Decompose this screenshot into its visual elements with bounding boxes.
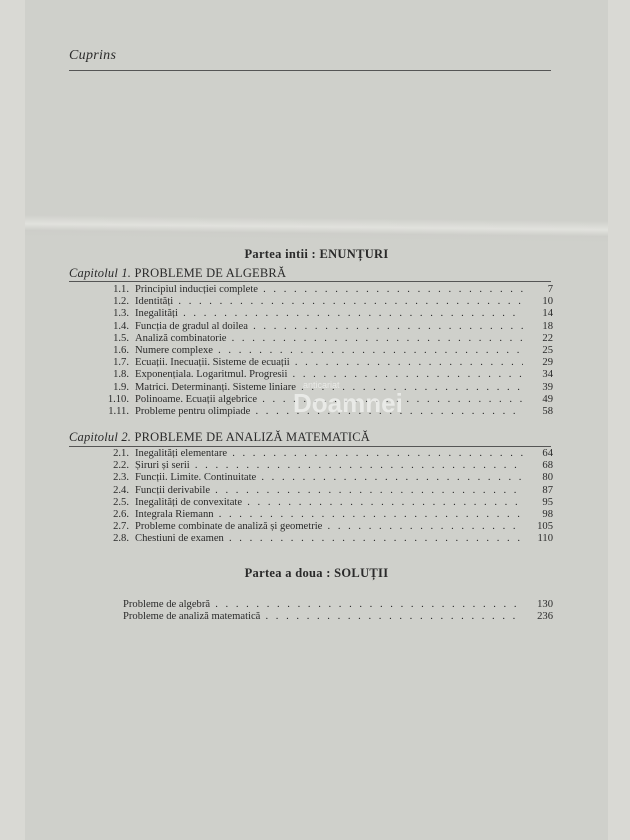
chapter-two-title: PROBLEME DE ANALIZĂ MATEMATICĂ	[134, 430, 370, 444]
toc-entry-title: Ecuații. Inecuații. Sisteme de ecuații . . .	[135, 357, 523, 369]
toc-entry	[95, 284, 553, 296]
toc-entry	[95, 321, 553, 333]
toc-entry-page: 18	[542, 320, 553, 332]
part-one-heading	[25, 247, 608, 262]
toc-entry-page: 110	[537, 533, 553, 545]
toc-entry-number: 1.10.	[107, 393, 129, 405]
toc-entry-page: 49	[542, 393, 553, 405]
toc-entry	[95, 533, 553, 545]
toc-entry-page: 98	[542, 508, 553, 520]
toc-entry	[95, 448, 553, 460]
toc-entry-number: 1.9.	[113, 381, 129, 393]
toc-entry-title: Probleme pentru olimpiade . . .	[135, 406, 523, 418]
toc-entry	[95, 333, 553, 345]
toc-entry-title: Matrici. Determinanți. Sisteme liniare . . .	[135, 382, 523, 394]
toc-entry	[95, 460, 553, 472]
toc-entry-page: 25	[542, 344, 553, 356]
toc-entry-number: 2.3.	[113, 472, 129, 484]
toc-entry-title: Chestiuni de examen . . .	[135, 533, 523, 545]
toc-entry-page: 236	[537, 611, 553, 623]
toc-entry-number: 1.4.	[113, 320, 129, 332]
toc-entry-page: 22	[542, 332, 553, 344]
chapter-one-title: PROBLEME DE ALGEBRĂ	[134, 266, 287, 280]
toc-entry	[95, 308, 553, 320]
toc-entry-title: Șiruri și serii . . .	[135, 460, 523, 472]
part-two-toc	[123, 599, 553, 623]
toc-entry-title: Exponențiala. Logaritmul. Progresii . . .	[135, 369, 523, 381]
toc-entry	[95, 521, 553, 533]
toc-entry	[95, 497, 553, 509]
part-two-subtitle: SOLUȚII	[334, 566, 389, 580]
part-two-label: Partea a doua :	[244, 566, 331, 580]
paper-tear-mark	[25, 215, 608, 243]
toc-entry-page: 14	[542, 308, 553, 320]
toc-entry-number: 2.6.	[113, 508, 129, 520]
toc-entry-number: 1.1.	[113, 284, 129, 295]
toc-entry-number: 2.1.	[113, 448, 129, 459]
toc-entry-number: 1.6.	[113, 344, 129, 356]
toc-entry	[95, 357, 553, 369]
page-header-title: Cuprins	[69, 48, 117, 63]
chapter-one-label: Capitolul 1.	[69, 266, 132, 280]
toc-entry-page: 68	[542, 460, 553, 472]
toc-entry-number: 1.2.	[113, 296, 129, 308]
chapter-one-rule	[69, 281, 551, 282]
part-one-label: Partea intii :	[244, 247, 317, 261]
chapter-one-heading	[69, 266, 286, 281]
header-rule	[69, 70, 551, 71]
toc-entry-title: Analiză combinatorie . . .	[135, 333, 523, 345]
toc-entry-number: 1.11.	[108, 405, 129, 417]
part-two-heading	[25, 566, 608, 581]
toc-entry-number: 1.8.	[113, 369, 129, 381]
toc-entry-title: Principiul inducției complete . . .	[135, 284, 523, 296]
document-page	[25, 0, 608, 840]
toc-entry-number: 2.2.	[113, 460, 129, 472]
toc-entry-page: 29	[542, 357, 553, 369]
toc-entry-page: 87	[542, 484, 553, 496]
toc-entry-page: 64	[542, 448, 553, 459]
toc-entry	[123, 599, 553, 611]
toc-entry-title: Inegalități elementare . . .	[135, 448, 523, 460]
toc-entry-page: 34	[542, 369, 553, 381]
toc-entry-title: Integrala Riemann . . .	[135, 509, 523, 521]
toc-entry	[123, 611, 553, 623]
toc-entry	[95, 345, 553, 357]
toc-entry-number: 1.3.	[113, 308, 129, 320]
toc-entry-page: 7	[547, 284, 553, 295]
toc-entry-title: Inegalități . . .	[135, 308, 523, 320]
toc-entry-title: Funcții. Limite. Continuitate . . .	[135, 472, 523, 484]
toc-entry-title: Numere complexe . . .	[135, 345, 523, 357]
toc-entry-number: 2.4.	[113, 484, 129, 496]
toc-entry-title: Funcția de gradul al doilea . . .	[135, 321, 523, 333]
chapter-two-heading	[69, 430, 370, 445]
toc-entry-title: Funcții derivabile . . .	[135, 485, 523, 497]
toc-entry	[95, 509, 553, 521]
toc-entry-title: Probleme de analiză matematică . . .	[123, 611, 523, 623]
chapter-two-rule	[69, 446, 551, 447]
toc-entry-page: 39	[542, 381, 553, 393]
toc-entry-title: Probleme de algebră . . .	[123, 599, 523, 611]
chapter-two-toc	[95, 448, 553, 546]
toc-entry-number: 1.5.	[113, 332, 129, 344]
toc-entry-number: 2.7.	[113, 521, 129, 533]
watermark-subtext: anticariat	[303, 380, 340, 390]
toc-entry-number: 2.5.	[113, 496, 129, 508]
toc-entry-page: 80	[542, 472, 553, 484]
watermark-logo: Doamnei	[293, 388, 403, 418]
toc-entry-page: 95	[542, 496, 553, 508]
toc-entry-number: 2.8.	[113, 533, 129, 545]
toc-entry-page: 130	[537, 599, 553, 610]
toc-entry	[95, 296, 553, 308]
toc-entry	[95, 472, 553, 484]
toc-entry-page: 58	[542, 405, 553, 417]
part-one-subtitle: ENUNȚURI	[319, 247, 389, 261]
toc-entry-page: 10	[542, 296, 553, 308]
toc-entry-title: Probleme combinate de analiză și geometrie . . .	[135, 521, 523, 533]
toc-entry-title: Identități . . .	[135, 296, 523, 308]
chapter-two-label: Capitolul 2.	[69, 430, 132, 444]
toc-entry-title: Inegalități de convexitate . . .	[135, 497, 523, 509]
toc-entry-page: 105	[537, 521, 553, 533]
toc-entry-title: Polinoame. Ecuații algebrice . . .	[135, 394, 523, 406]
toc-entry	[95, 485, 553, 497]
toc-entry-number: 1.7.	[113, 357, 129, 369]
